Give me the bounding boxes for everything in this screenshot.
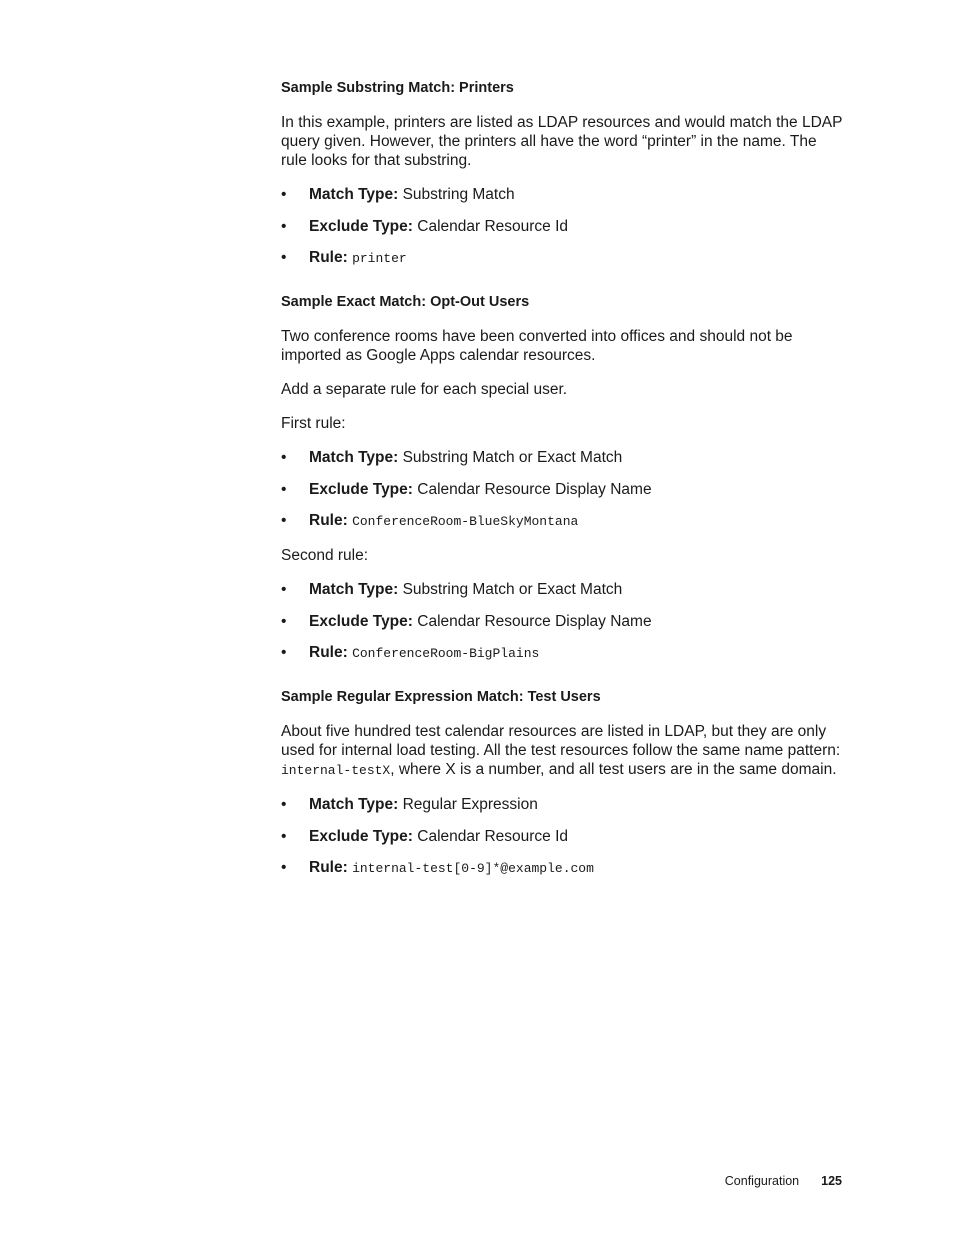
item-value: Calendar Resource Id: [417, 827, 569, 845]
item-label: Match Type:: [309, 796, 399, 813]
bullet-icon: •: [281, 644, 287, 661]
item-label: Exclude Type:: [309, 480, 413, 498]
list-item: [281, 217, 846, 236]
page-footer: [725, 1174, 842, 1188]
bullet-icon: •: [281, 827, 287, 845]
section-heading: Sample Regular Expression Match: Test Users: [281, 689, 601, 705]
list-item: [281, 248, 846, 268]
paragraph: In this example, printers are listed as LDAP resources and would match the LDAP query given. However, the printers all have the word “printer” in the name. The rule looks for that substring.: [281, 114, 843, 169]
bullet-icon: •: [281, 512, 287, 529]
paragraph: [281, 722, 846, 780]
bullet-icon: •: [281, 480, 287, 498]
paragraph-text: , where X is a number, and all test users are in the same domain.: [390, 761, 837, 778]
item-code: printer: [352, 251, 407, 266]
paragraph: Two conference rooms have been converted into offices and should not be imported as Google Apps calendar resources.: [281, 328, 793, 364]
item-value: Calendar Resource Id: [417, 217, 569, 235]
item-value: Substring Match: [402, 186, 515, 203]
list-item: [281, 580, 846, 599]
list-item: [281, 448, 846, 467]
item-label: Match Type:: [309, 186, 399, 203]
list-item: [281, 511, 846, 531]
section-heading: Sample Substring Match: Printers: [281, 80, 514, 96]
item-value: Calendar Resource Display Name: [417, 480, 652, 498]
item-code: internal-test[0-9]*@example.com: [352, 861, 594, 876]
bullet-icon: •: [281, 217, 287, 235]
bullet-list: [281, 448, 846, 531]
page-content: [281, 80, 846, 904]
section-regex-match: [281, 689, 846, 878]
section-exact-match: [281, 294, 846, 663]
item-code: ConferenceRoom-BlueSkyMontana: [352, 514, 579, 529]
bullet-icon: •: [281, 796, 287, 813]
item-value: Substring Match or Exact Match: [402, 581, 623, 598]
item-value: Calendar Resource Display Name: [417, 612, 652, 630]
item-code: ConferenceRoom-BigPlains: [352, 646, 540, 661]
item-value: Substring Match or Exact Match: [402, 449, 623, 466]
list-item: [281, 643, 846, 663]
section-heading: Sample Exact Match: Opt-Out Users: [281, 294, 530, 310]
inline-code: internal-testX: [281, 763, 391, 778]
paragraph-text: About five hundred test calendar resources are listed in LDAP, but they are only used for internal load testing. All the test resources follow the same name pattern:: [281, 723, 841, 759]
item-label: Rule:: [309, 249, 348, 266]
item-label: Exclude Type:: [309, 827, 413, 845]
item-label: Match Type:: [309, 581, 399, 598]
list-item: [281, 795, 846, 814]
bullet-icon: •: [281, 581, 287, 598]
item-label: Exclude Type:: [309, 612, 413, 630]
item-label: Rule:: [309, 644, 348, 661]
list-item: [281, 612, 846, 631]
footer-section-name: Configuration: [724, 1174, 800, 1188]
item-label: Match Type:: [309, 449, 399, 466]
bullet-list: [281, 185, 846, 268]
bullet-list: [281, 795, 846, 878]
bullet-icon: •: [281, 249, 287, 266]
bullet-icon: •: [281, 859, 287, 876]
bullet-icon: •: [281, 612, 287, 630]
paragraph: Second rule:: [281, 547, 369, 564]
bullet-icon: •: [281, 186, 287, 203]
bullet-list: [281, 580, 846, 663]
list-item: [281, 827, 846, 846]
list-item: [281, 480, 846, 499]
list-item: [281, 185, 846, 204]
item-value: Regular Expression: [402, 796, 538, 813]
item-label: Exclude Type:: [309, 217, 413, 235]
paragraph: Add a separate rule for each special user.: [281, 381, 568, 398]
list-item: [281, 858, 846, 878]
page-number: 125: [821, 1174, 842, 1188]
paragraph: First rule:: [281, 415, 346, 432]
section-substring-match: [281, 80, 846, 268]
bullet-icon: •: [281, 449, 287, 466]
item-label: Rule:: [309, 859, 348, 876]
item-label: Rule:: [309, 512, 348, 529]
